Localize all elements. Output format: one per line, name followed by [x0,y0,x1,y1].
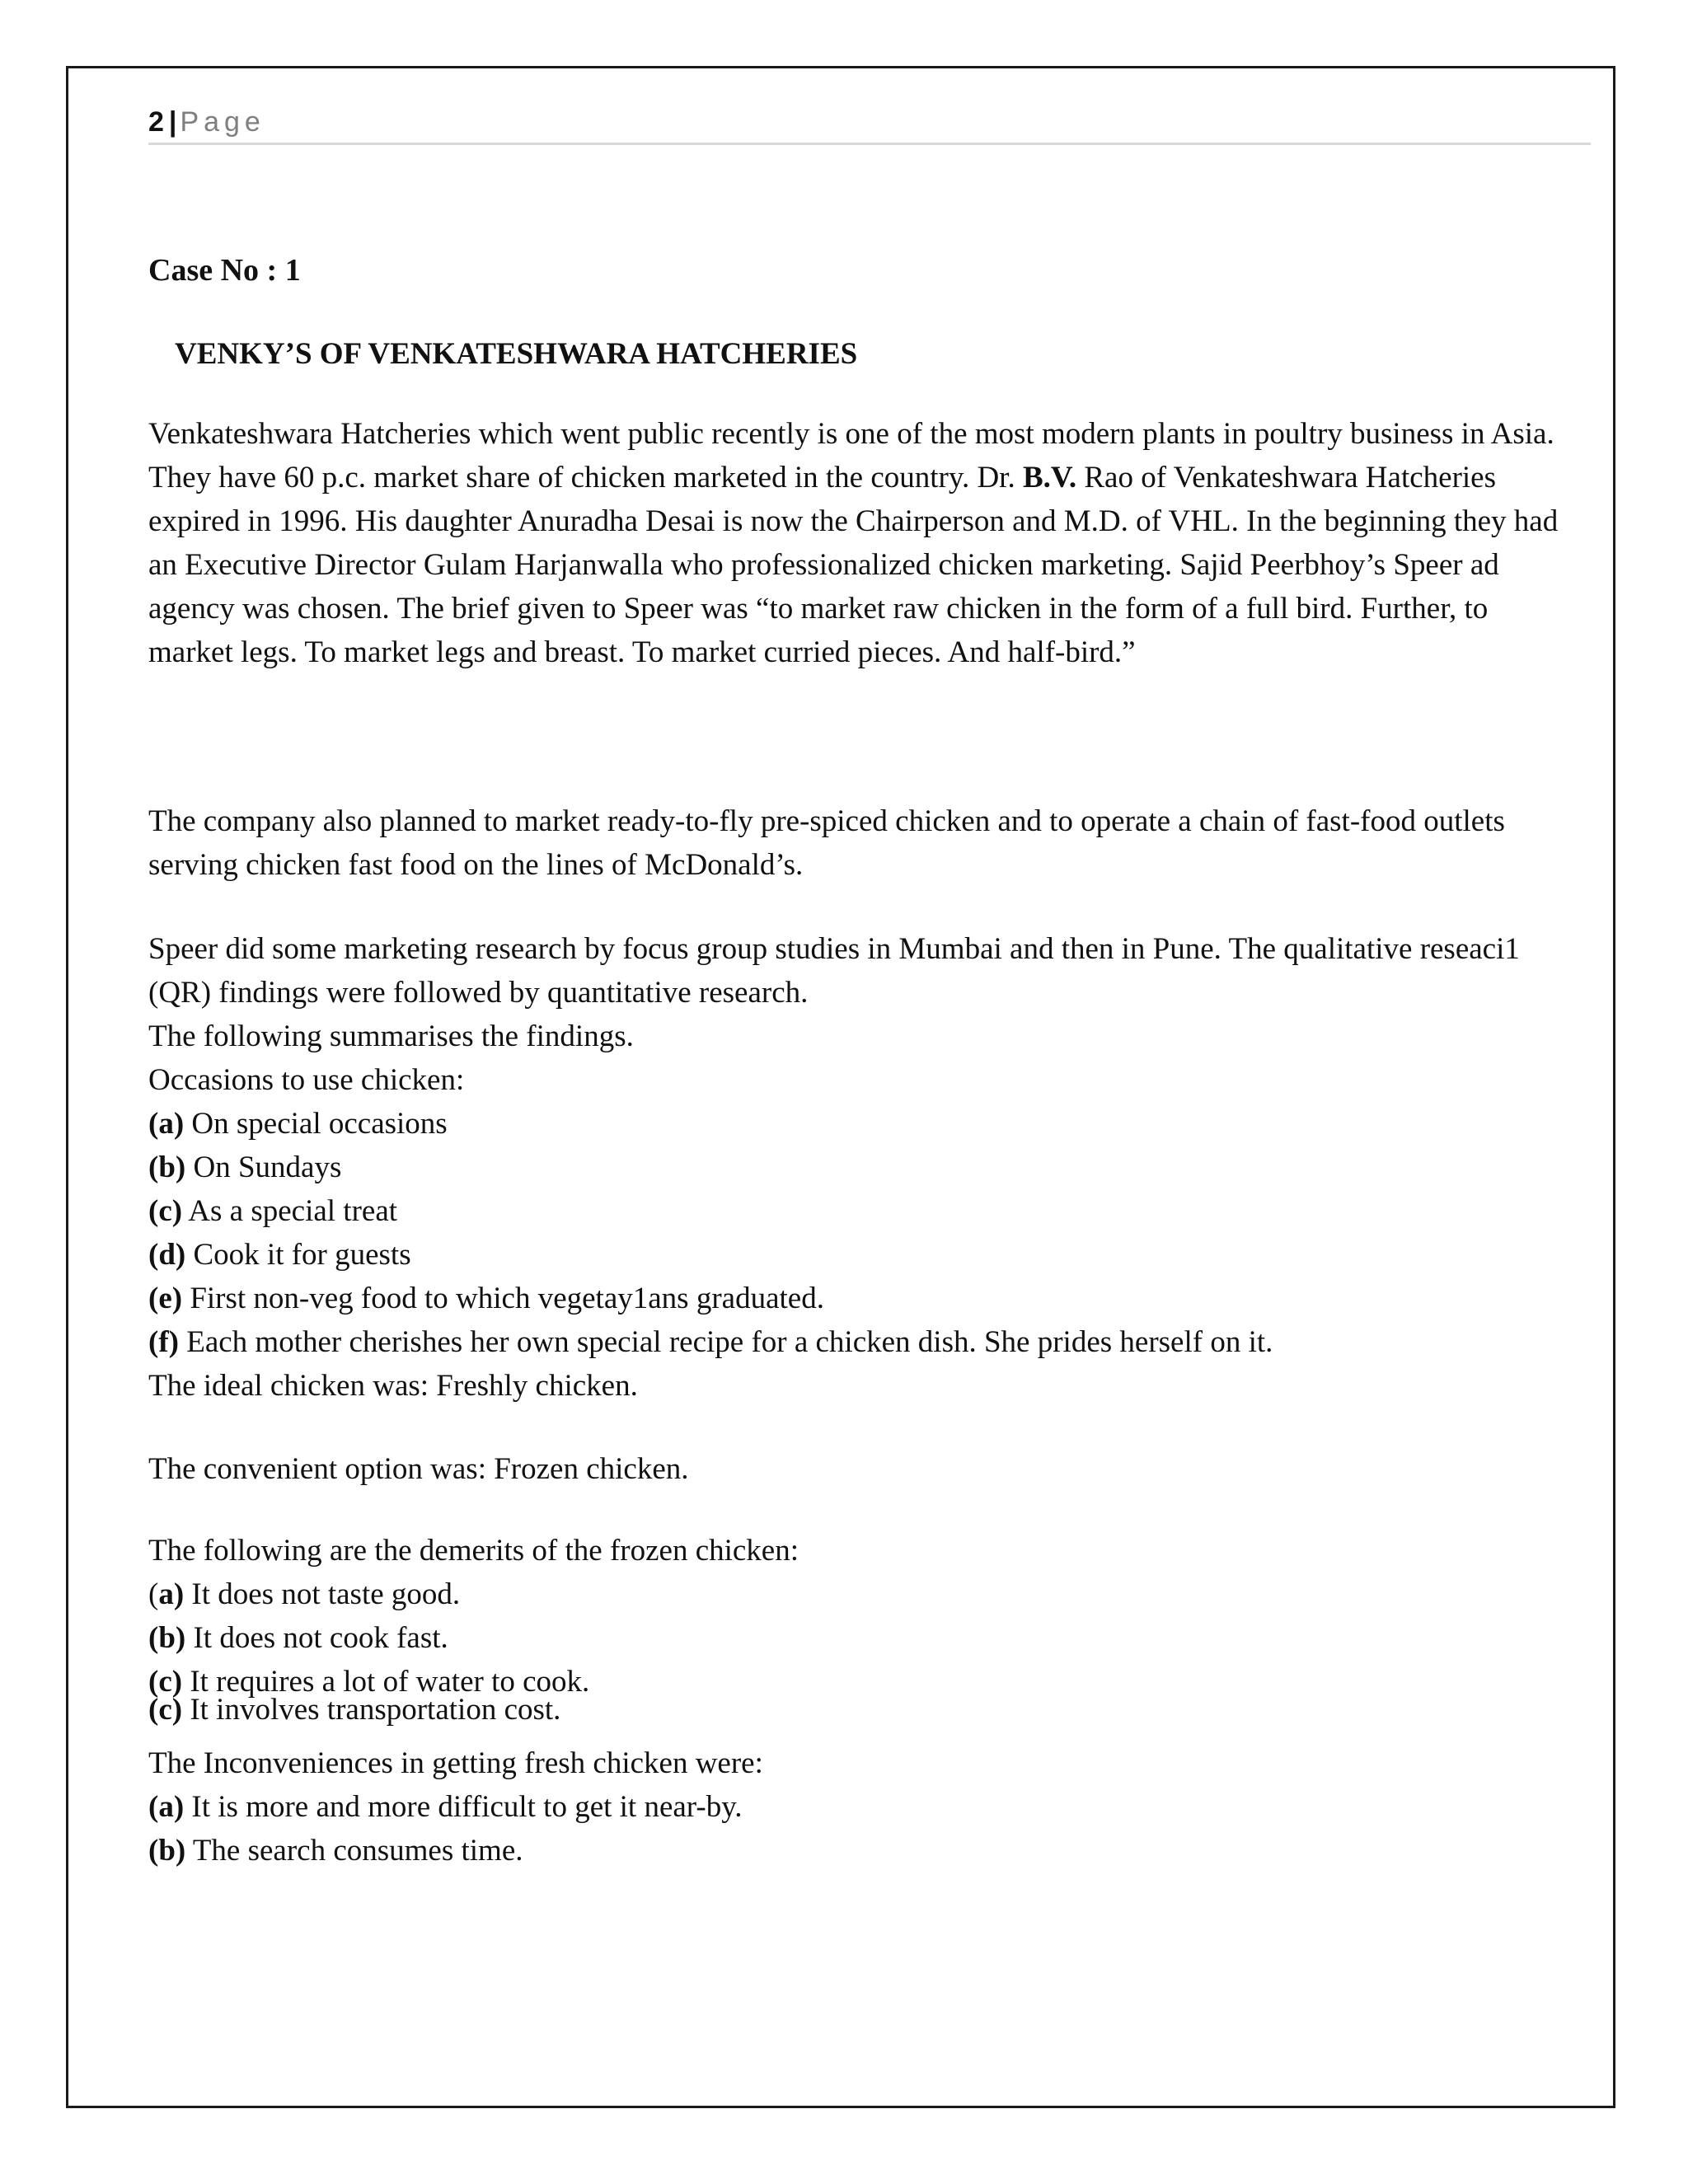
list-item: (a) It does not taste good. [148,1577,461,1611]
inconveniences-heading: The Inconveniences in getting fresh chicken were: [148,1746,763,1780]
page-header [148,105,1591,145]
list-item: (c) It requires a lot of water to cook. [148,1665,590,1699]
para1-text-b: Rao of Venkateshwara Hatcheries expired in 1996. His daughter Anuradha Desai is now the Chairperson and M.D. of VHL. In the beginning they had an Executive Director Gulam Harjanwalla who professionalized chicken marketing. Sajid Peerbhoy’s Speer ad agency was chosen. The brief given to Speer was “to market raw chicken in the form of a full bird. Further, to market legs. To market legs and breast. To market curried pieces. And half-bird.” [148,461,1559,669]
list-item: (b) It does not cook fast. [148,1621,448,1655]
header-separator: | [168,106,177,138]
list-item: (c) It involves transportation cost. [148,1693,561,1727]
list-item: (c) As a special treat [148,1194,398,1228]
list-item: (e) First non-veg food to which vegetay1ans graduated. [148,1282,824,1315]
findings-list [148,1015,1273,1408]
occasions-heading: Occasions to use chicken: [148,1063,465,1097]
page-number: 2 [148,106,164,138]
case-title: VENKY’S OF VENKATESHWARA HATCHERIES [175,337,858,371]
paragraph-intro [148,412,1574,674]
ideal-chicken: The ideal chicken was: Freshly chicken. [148,1369,638,1403]
list-item: (a) It is more and more difficult to get it near-by. [148,1790,743,1824]
para1-text-a: Venkateshwara Hatcheries which went public recently is one of the most modern plants in poultry business in Asia. They have 60 p.c. market share of chicken marketed in the country. Dr. [148,417,1554,494]
summary-intro: The following summarises the findings. [148,1019,634,1053]
page-word: Page [180,106,265,138]
paragraph-research: Speer did some marketing research by focus group studies in Mumbai and then in Pune. The qualitative reseaci1 (QR) findings were followed by quantitative research. [148,932,1520,1010]
list-item: (b) The search consumes time. [148,1834,523,1868]
list-item: (b) On Sundays [148,1151,342,1184]
demerits-heading: The following are the demerits of the frozen chicken: [148,1534,799,1568]
inconveniences-list [148,1741,763,1872]
demerits-list [148,1529,799,1732]
convenient-option: The convenient option was: Frozen chicken. [148,1452,689,1486]
list-item: (d) Cook it for guests [148,1238,411,1272]
case-number: Case No : 1 [148,253,301,288]
paragraph-plans: The company also planned to market ready-to-fly pre-spiced chicken and to operate a chain of fast-food outlets serving chicken fast food on the lines of McDonald’s. [148,804,1505,882]
list-item: (f) Each mother cherishes her own special recipe for a chicken dish. She prides herself on it. [148,1325,1273,1359]
list-item: (a) On special occasions [148,1107,448,1141]
para1-bold: B.V. [1022,461,1077,494]
